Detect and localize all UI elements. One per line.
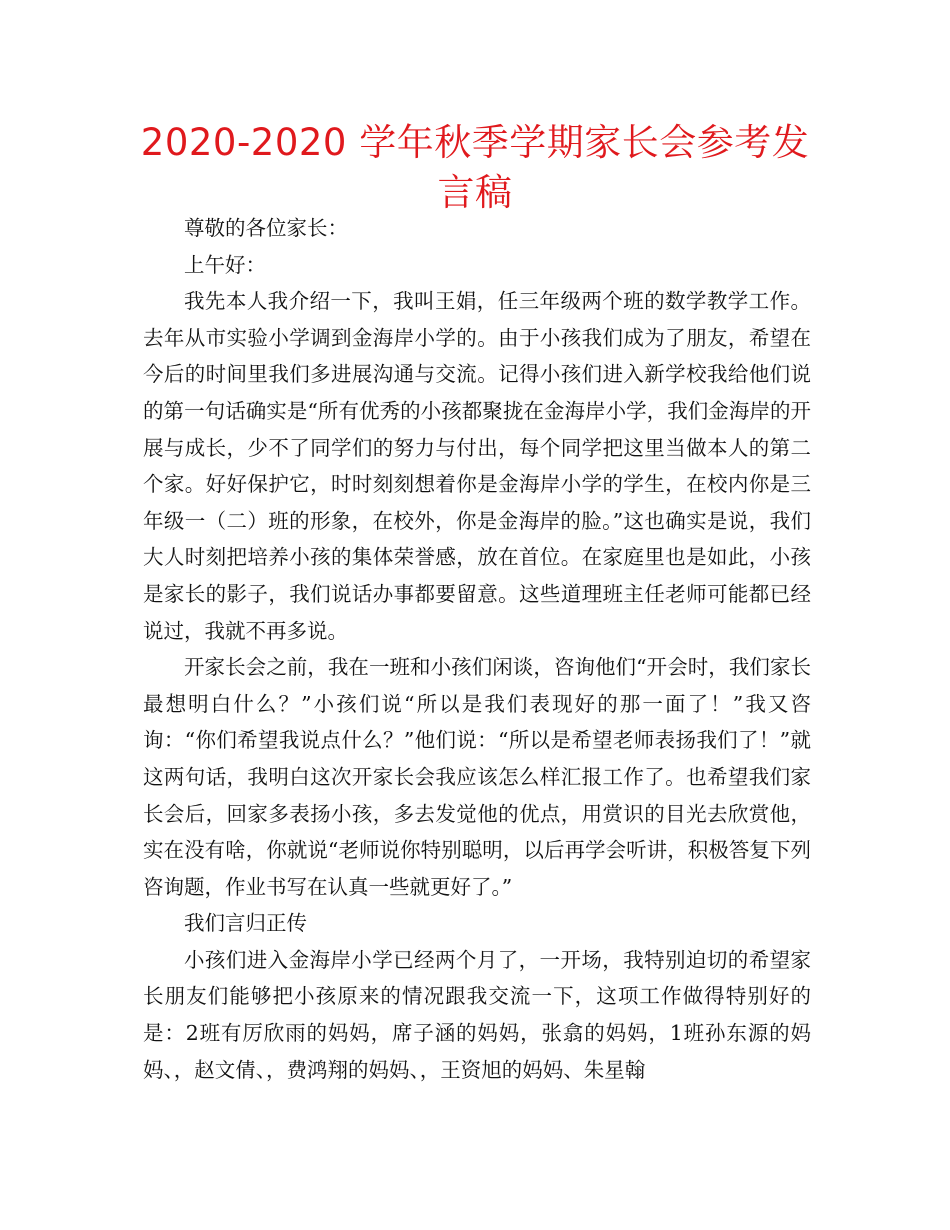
salutation: 尊敬的各位家长： bbox=[184, 216, 348, 240]
document-body bbox=[143, 210, 811, 1088]
document-title: 2020-2020 学年秋季学期家长会参考发言稿 bbox=[140, 121, 810, 214]
paragraph-introduction: 我先本人我介绍一下，我叫王娟，任三年级两个班的数学教学工作。去年从市实验小学调到金海岸小学的。由于小孩我们成为了朋友，希望在今后的时间里我们多进展沟通与交流。记得小孩们进入新学校我给他们说的第一句话确实是“所有优秀的小孩都聚拢在金海岸小学，我们金海岸的开展与成长，少不了同学们的努力与付出，每个同学把这里当做本人的第二个家。好好保护它，时时刻刻想着你是金海岸小学的学生，在校内你是三年级一（二）班的形象，在校外，你是金海岸的脸。”这也确实是说，我们大人时刻把培养小孩的集体荣誉感，放在首位。在家庭里也是如此，小孩是家长的影子，我们说话办事都要留意。这些道理班主任老师可能都已经说过，我就不再多说。 bbox=[143, 289, 811, 643]
paragraph-before-meeting: 开家长会之前，我在一班和小孩们闲谈，咨询他们“开会时，我们家长最想明白什么？”小孩们说“所以是我们表现好的那一面了！”我又咨询：“你们希望我说点什么？”他们说：“所以是希望老师表扬我们了！”就这两句话，我明白这次开家长会我应该怎么样汇报工作了。也希望我们家长会后，回家多表扬小孩，多去发觉他的优点，用赏识的目光去欣赏他，实在没有啥，你就说“老师说你特别聪明，以后再学会听讲，积极答复下列咨询题，作业书写在认真一些就更好了。” bbox=[143, 655, 811, 899]
paragraph-transition: 我们言归正传 bbox=[184, 911, 307, 936]
paragraph-communication: 小孩们进入金海岸小学已经两个月了，一开场，我特别迫切的希望家长朋友们能够把小孩原来的情况跟我交流一下，这项工作做得特别好的是：2班有厉欣雨的妈妈，席子涵的妈妈，张翕的妈妈，1班孙东源的妈妈、，赵文倩、，费鸿翔的妈妈、，王资旭的妈妈、朱星翰 bbox=[143, 947, 811, 1082]
greeting: 上午好： bbox=[184, 252, 266, 277]
